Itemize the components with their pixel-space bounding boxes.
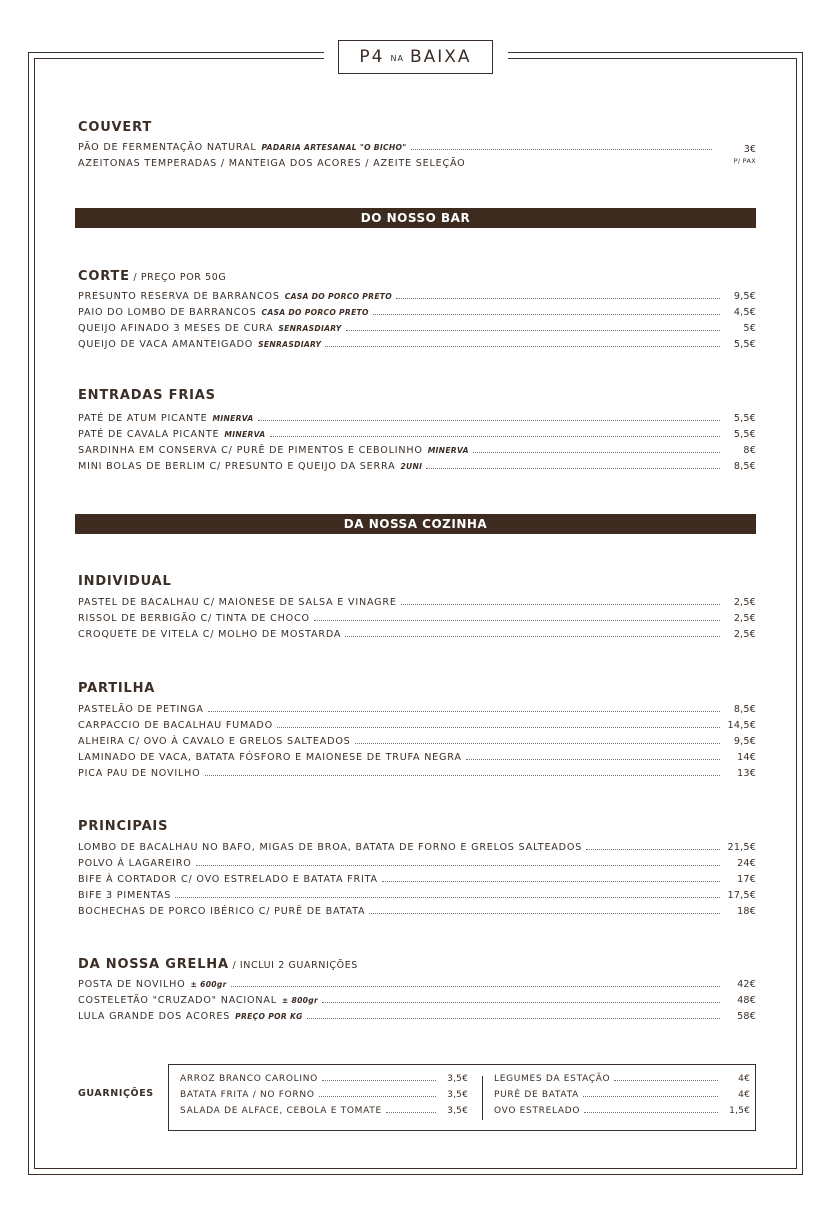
section-title-text: CORTE bbox=[78, 269, 130, 284]
item-name: CARPACCIO DE BACALHAU FUMADO bbox=[78, 720, 273, 731]
item-note: MINERVA bbox=[212, 414, 254, 423]
dot-leader bbox=[473, 452, 720, 453]
item-note: CASA DO PORCO PRETO bbox=[284, 292, 393, 301]
menu-item bbox=[494, 1090, 750, 1106]
menu-item bbox=[78, 768, 756, 784]
item-note: ± 600gr bbox=[190, 980, 227, 989]
item-name: POLVO À LAGAREIRO bbox=[78, 858, 192, 869]
item-price: 17,5€ bbox=[727, 890, 756, 901]
logo-na: NA bbox=[390, 53, 404, 63]
dot-leader bbox=[411, 149, 712, 150]
logo-p4: P4 bbox=[359, 47, 385, 67]
logo bbox=[338, 40, 493, 74]
item-name: BIFE 3 PIMENTAS bbox=[78, 890, 172, 901]
dot-leader bbox=[373, 314, 720, 315]
item-price: 58€ bbox=[737, 1011, 756, 1022]
item-price: 24€ bbox=[737, 858, 756, 869]
item-name: LOMBO DE BACALHAU NO BAFO, MIGAS DE BROA, BATATA DE FORNO E GRELOS SALTEADOS bbox=[78, 842, 583, 853]
item-price: 4€ bbox=[738, 1074, 750, 1084]
dot-leader bbox=[426, 468, 720, 469]
dot-leader bbox=[586, 849, 720, 850]
item-name: PRESUNTO RESERVA DE BARRANCOS bbox=[78, 291, 280, 302]
item-name: MINI BOLAS DE BERLIM C/ PRESUNTO E QUEIJO DA SERRA bbox=[78, 461, 396, 472]
item-note: MINERVA bbox=[427, 446, 469, 455]
item-price: 9,5€ bbox=[733, 736, 756, 747]
item-price: 3,5€ bbox=[447, 1090, 468, 1100]
item-name: POSTA DE NOVILHO bbox=[78, 979, 186, 990]
item-price: 13€ bbox=[737, 768, 756, 779]
menu-item bbox=[180, 1090, 468, 1106]
couvert-line-1 bbox=[78, 142, 718, 158]
item-price: 5,5€ bbox=[733, 339, 756, 350]
dot-leader bbox=[196, 865, 720, 866]
item-price: 1,5€ bbox=[729, 1106, 750, 1116]
item-note: MINERVA bbox=[224, 430, 266, 439]
couvert-list bbox=[78, 142, 718, 174]
item-price: 4€ bbox=[738, 1090, 750, 1100]
item-note: PADARIA ARTESANAL "O BICHO" bbox=[261, 143, 407, 152]
menu-item bbox=[78, 445, 756, 461]
item-name: BATATA FRITA / NO FORNO bbox=[180, 1090, 315, 1100]
dot-leader bbox=[258, 420, 720, 421]
item-price: 14,5€ bbox=[727, 720, 756, 731]
couvert-title: COUVERT bbox=[78, 120, 152, 135]
menu-item bbox=[78, 291, 756, 307]
menu-item bbox=[78, 842, 756, 858]
dot-leader bbox=[270, 436, 721, 437]
item-price: 17€ bbox=[737, 874, 756, 885]
dot-leader bbox=[346, 330, 720, 331]
couvert-line-2 bbox=[78, 158, 718, 174]
section-subtitle: / PREÇO POR 50G bbox=[129, 272, 227, 283]
menu-item bbox=[78, 720, 756, 736]
principais-title: PRINCIPAIS bbox=[78, 819, 169, 834]
entradas-title: ENTRADAS FRIAS bbox=[78, 388, 216, 403]
item-name: QUEIJO DE VACA AMANTEIGADO bbox=[78, 339, 254, 350]
item-price: 4,5€ bbox=[733, 307, 756, 318]
item-price: 18€ bbox=[737, 906, 756, 917]
dot-leader bbox=[369, 913, 720, 914]
item-name: SALADA DE ALFACE, CEBOLA E TOMATE bbox=[180, 1106, 382, 1116]
item-name: ALHEIRA C/ OVO À CAVALO E GRELOS SALTEADOS bbox=[78, 736, 351, 747]
dot-leader bbox=[322, 1080, 436, 1081]
dot-leader bbox=[205, 775, 721, 776]
item-note: SENRASDIARY bbox=[258, 340, 322, 349]
menu-item bbox=[78, 323, 756, 339]
dot-leader bbox=[307, 1018, 720, 1019]
item-name: CROQUETE DE VITELA C/ MOLHO DE MOSTARDA bbox=[78, 629, 342, 640]
grelha-list bbox=[78, 979, 756, 1027]
item-name: OVO ESTRELADO bbox=[494, 1106, 581, 1116]
menu-item bbox=[494, 1074, 750, 1090]
item-name: RISSOL DE BERBIGÃO C/ TINTA DE CHOCO bbox=[78, 613, 310, 624]
menu-item bbox=[78, 979, 756, 995]
item-price: 48€ bbox=[737, 995, 756, 1006]
item-price: 14€ bbox=[737, 752, 756, 763]
menu-item bbox=[78, 858, 756, 874]
dot-leader bbox=[345, 636, 720, 637]
dot-leader bbox=[382, 881, 720, 882]
item-note: 2UNI bbox=[400, 462, 423, 471]
individual-list bbox=[78, 597, 756, 645]
menu-item bbox=[78, 890, 756, 906]
item-price: 5,5€ bbox=[733, 413, 756, 424]
dot-leader bbox=[319, 1096, 436, 1097]
item-price: 42€ bbox=[737, 979, 756, 990]
dot-leader bbox=[322, 1002, 720, 1003]
menu-item bbox=[78, 874, 756, 890]
dot-leader bbox=[583, 1096, 718, 1097]
dot-leader bbox=[466, 759, 720, 760]
partilha-title: PARTILHA bbox=[78, 681, 156, 696]
menu-item bbox=[78, 461, 756, 477]
item-name: SARDINHA EM CONSERVA C/ PURÊ DE PIMENTOS E CEBOLINHO bbox=[78, 445, 423, 456]
item-price: 9,5€ bbox=[733, 291, 756, 302]
dot-leader bbox=[584, 1112, 718, 1113]
individual-title: INDIVIDUAL bbox=[78, 574, 172, 589]
item-name: BOCHECHAS DE PORCO IBÉRICO C/ PURÊ DE BATATA bbox=[78, 906, 366, 917]
menu-item bbox=[78, 736, 756, 752]
menu-item bbox=[78, 597, 756, 613]
item-price: 5,5€ bbox=[733, 429, 756, 440]
dot-leader bbox=[325, 346, 720, 347]
item-price: 2,5€ bbox=[733, 613, 756, 624]
item-note: CASA DO PORCO PRETO bbox=[261, 308, 369, 317]
dot-leader bbox=[208, 711, 720, 712]
item-name: PICA PAU DE NOVILHO bbox=[78, 768, 201, 779]
band-da-nossa-cozinha: DA NOSSA COZINHA bbox=[75, 514, 756, 534]
item-name: COSTELETÃO "CRUZADO" NACIONAL bbox=[78, 995, 277, 1006]
entradas-list bbox=[78, 413, 756, 477]
partilha-list bbox=[78, 704, 756, 784]
menu-item bbox=[78, 339, 756, 355]
item-name: ARROZ BRANCO CAROLINO bbox=[180, 1074, 318, 1084]
item-note: ± 800gr bbox=[281, 996, 319, 1005]
couvert-unit: P/ PAX bbox=[733, 157, 756, 165]
item-price: 5€ bbox=[743, 323, 756, 334]
item-name: QUEIJO AFINADO 3 MESES DE CURA bbox=[78, 323, 274, 334]
item-note: PREÇO POR KG bbox=[235, 1012, 303, 1021]
menu-item bbox=[180, 1074, 468, 1090]
grelha-title bbox=[78, 957, 358, 972]
item-name: BIFE À CORTADOR C/ OVO ESTRELADO E BATATA FRITA bbox=[78, 874, 378, 885]
dot-leader bbox=[355, 743, 720, 744]
corte-list bbox=[78, 291, 756, 355]
item-name: PATÉ DE CAVALA PICANTE bbox=[78, 429, 220, 440]
item-price: 2,5€ bbox=[733, 629, 756, 640]
item-name: PÃO DE FERMENTAÇÃO NATURAL bbox=[78, 142, 257, 153]
section-title-text: DA NOSSA GRELHA bbox=[78, 957, 229, 972]
menu-item bbox=[78, 752, 756, 768]
item-price: 8,5€ bbox=[733, 704, 756, 715]
menu-item bbox=[78, 429, 756, 445]
menu-item bbox=[180, 1106, 468, 1122]
menu-item bbox=[78, 995, 756, 1011]
dot-leader bbox=[386, 1112, 436, 1113]
item-price: 2,5€ bbox=[733, 597, 756, 608]
item-name: PURÊ DE BATATA bbox=[494, 1090, 579, 1100]
guarnicoes-divider bbox=[482, 1076, 483, 1120]
menu-item bbox=[78, 704, 756, 720]
item-name: PASTELÃO DE PETINGA bbox=[78, 704, 204, 715]
dot-leader bbox=[401, 604, 720, 605]
section-subtitle: / INCLUI 2 GUARNIÇÕES bbox=[228, 960, 358, 971]
guarnicoes-left-list bbox=[180, 1074, 468, 1122]
dot-leader bbox=[614, 1080, 718, 1081]
guarnicoes-title: GUARNIÇÕES bbox=[78, 1088, 154, 1099]
item-name: LEGUMES DA ESTAÇÃO bbox=[494, 1074, 611, 1084]
menu-item bbox=[78, 307, 756, 323]
logo-baixa: BAIXA bbox=[409, 47, 472, 67]
dot-leader bbox=[231, 986, 720, 987]
item-name: AZEITONAS TEMPERADAS / MANTEIGA DOS ACORES / AZEITE SELEÇÃO bbox=[78, 158, 466, 169]
dot-leader bbox=[175, 897, 720, 898]
dot-leader bbox=[314, 620, 720, 621]
dot-leader bbox=[396, 298, 720, 299]
guarnicoes-right-list bbox=[494, 1074, 750, 1122]
dot-leader bbox=[277, 727, 720, 728]
menu-item bbox=[78, 413, 756, 429]
corte-title bbox=[78, 269, 226, 284]
item-price: 21,5€ bbox=[727, 842, 756, 853]
item-price: 8€ bbox=[743, 445, 756, 456]
menu-item bbox=[78, 1011, 756, 1027]
principais-list bbox=[78, 842, 756, 922]
item-price: 8,5€ bbox=[733, 461, 756, 472]
menu-item bbox=[78, 906, 756, 922]
item-name: PASTEL DE BACALHAU C/ MAIONESE DE SALSA E VINAGRE bbox=[78, 597, 397, 608]
item-name: LULA GRANDE DOS ACORES bbox=[78, 1011, 231, 1022]
menu-item bbox=[494, 1106, 750, 1122]
menu-item bbox=[78, 613, 756, 629]
item-note: SENRASDIARY bbox=[278, 324, 342, 333]
couvert-price: 3€ bbox=[743, 144, 756, 155]
band-do-nosso-bar: DO NOSSO BAR bbox=[75, 208, 756, 228]
menu-item bbox=[78, 629, 756, 645]
item-price: 3,5€ bbox=[447, 1106, 468, 1116]
item-name: LAMINADO DE VACA, BATATA FÓSFORO E MAIONESE DE TRUFA NEGRA bbox=[78, 752, 462, 763]
item-price: 3,5€ bbox=[447, 1074, 468, 1084]
item-name: PATÉ DE ATUM PICANTE bbox=[78, 413, 208, 424]
item-name: PAIO DO LOMBO DE BARRANCOS bbox=[78, 307, 257, 318]
